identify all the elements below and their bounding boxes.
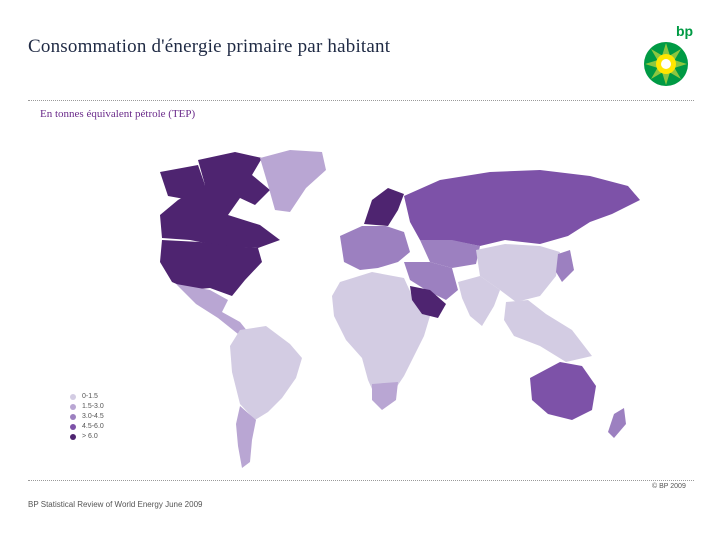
- legend-label: 4.5-6.0: [82, 423, 104, 430]
- legend-label: 0-1.5: [82, 393, 98, 400]
- region-new-zealand[interactable]: [608, 408, 626, 438]
- region-japan[interactable]: [556, 250, 574, 282]
- region-europe[interactable]: [340, 226, 410, 270]
- legend-item: [70, 432, 104, 441]
- region-russia[interactable]: [404, 170, 640, 246]
- bp-logo-text: bp: [676, 23, 694, 39]
- region-mexico[interactable]: [176, 284, 248, 334]
- region-canada[interactable]: [160, 152, 280, 248]
- legend-item: [70, 392, 104, 401]
- legend-item: [70, 412, 104, 421]
- copyright-text: © BP 2009: [652, 483, 686, 490]
- legend-swatch: [70, 404, 76, 410]
- map-legend: [70, 392, 104, 442]
- legend-swatch: [70, 394, 76, 400]
- legend-label: 3.0-4.5: [82, 413, 104, 420]
- source-text: BP Statistical Review of World Energy June 2009: [28, 500, 203, 509]
- region-south-africa[interactable]: [372, 382, 398, 410]
- region-australia[interactable]: [530, 362, 596, 420]
- region-south-america[interactable]: [230, 326, 302, 420]
- legend-label: > 6.0: [82, 433, 98, 440]
- map-subtitle: En tonnes équivalent pétrole (TEP): [40, 108, 196, 120]
- region-southeast-asia[interactable]: [504, 300, 592, 362]
- region-greenland[interactable]: [260, 150, 326, 212]
- page-title: Consommation d'énergie primaire par habitant: [28, 36, 391, 57]
- legend-swatch: [70, 414, 76, 420]
- legend-item: [70, 402, 104, 411]
- bottom-divider: [28, 480, 694, 481]
- region-scandinavia[interactable]: [364, 188, 404, 226]
- legend-swatch: [70, 434, 76, 440]
- legend-swatch: [70, 424, 76, 430]
- region-united-states[interactable]: [160, 240, 262, 296]
- legend-item: [70, 422, 104, 431]
- legend-label: 1.5-3.0: [82, 403, 104, 410]
